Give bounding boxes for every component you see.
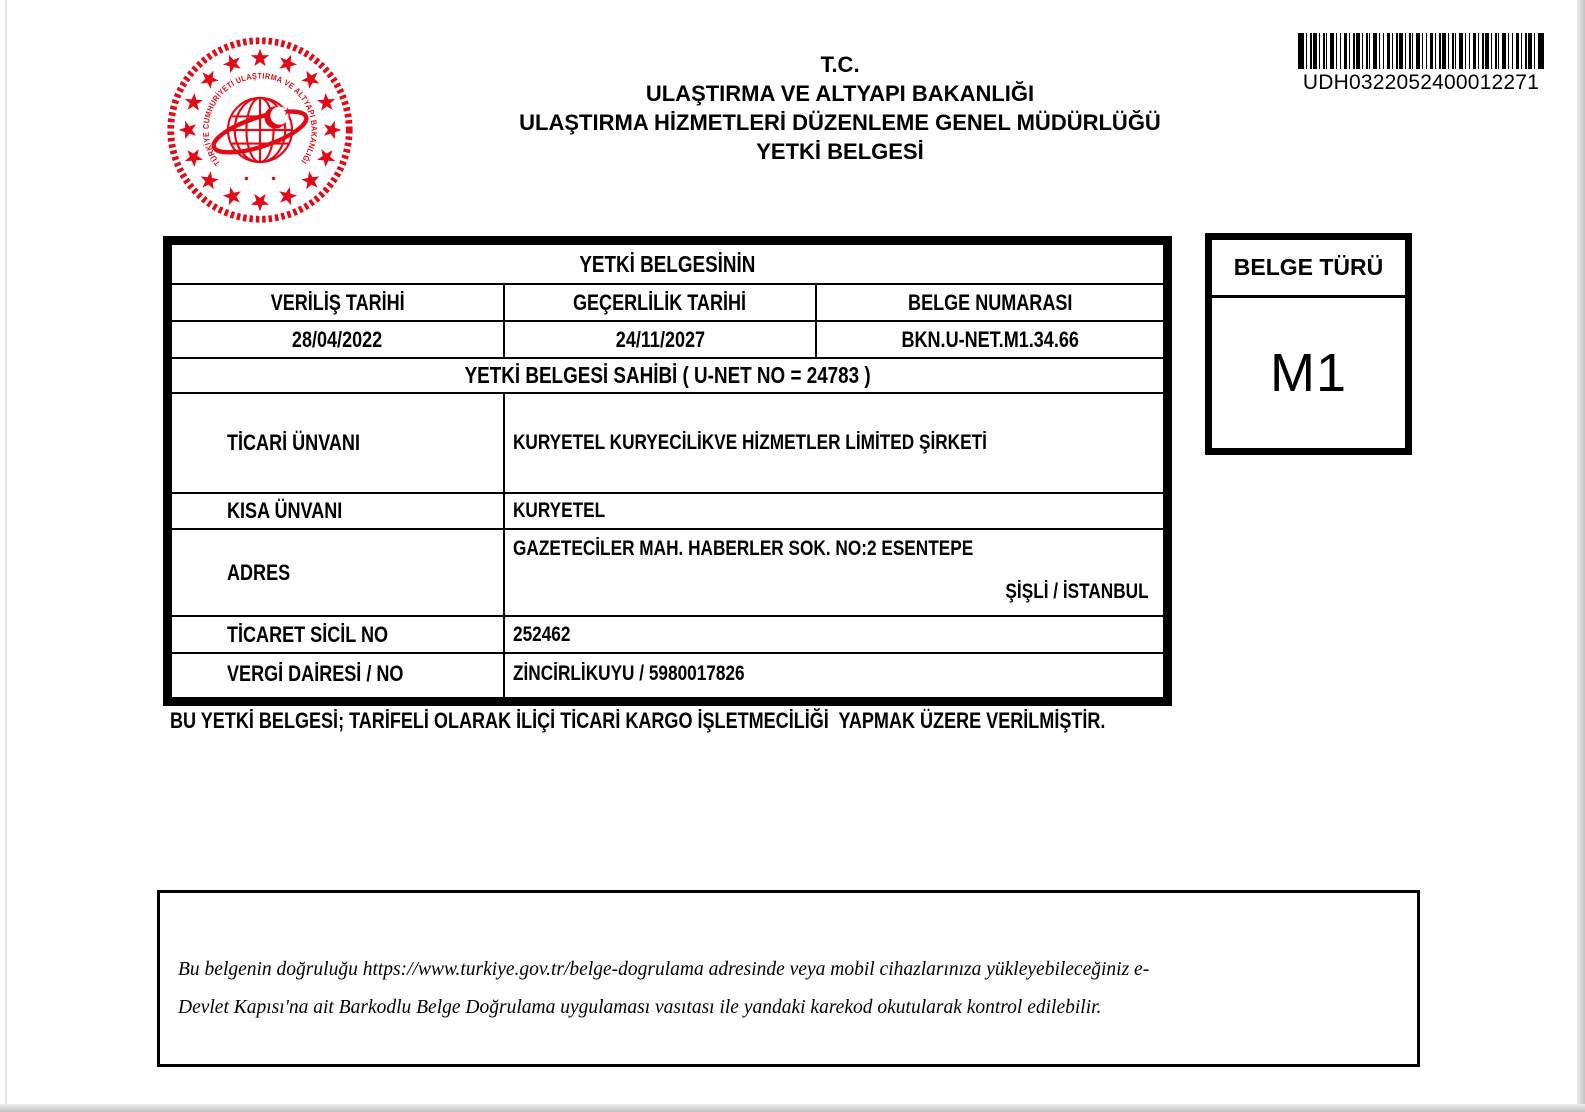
belge-turu-box: [1205, 233, 1412, 455]
page-edge-right: [1577, 0, 1585, 1112]
section1-title: YETKİ BELGESİNİN: [579, 250, 756, 277]
barcode-value: UDH0322052400012271: [1302, 71, 1540, 94]
value-kisa-unvani: KURYETEL: [513, 499, 606, 522]
table-row-kisa-unvani: [172, 492, 1163, 528]
emblem-globe-icon: [209, 98, 310, 162]
value-gecerlilik-tarihi: 24/11/2027: [615, 326, 705, 352]
label-ticaret-sicil-no: TİCARET SİCİL NO: [227, 621, 389, 647]
col-header-gecerlilik-tarihi: GEÇERLİLİK TARİHİ: [573, 289, 747, 315]
table-row-column-headers: [172, 283, 1163, 320]
value-verilis-tarihi: 28/04/2022: [292, 326, 383, 352]
verification-note-box: [157, 890, 1420, 1067]
table-row-column-values: [172, 320, 1163, 357]
header-tc: T.C.: [820, 52, 860, 77]
barcode-block: [1298, 33, 1544, 95]
belge-turu-value: M1: [1269, 343, 1347, 403]
table-row-ticaret-sicil-no: [172, 615, 1163, 652]
col-header-belge-numarasi: BELGE NUMARASI: [907, 289, 1073, 315]
value-ticaret-sicil-no: 252462: [513, 622, 571, 646]
emblem-circular-text: TÜRKİYE CUMHURİYETİ ULAŞTIRMA VE ALTYAPI BAKANLIĞI: [201, 71, 319, 168]
ministry-emblem-logo: [163, 33, 357, 227]
authorization-statement-text: BU YETKİ BELGESİ; TARİFELİ OLARAK İLİÇİ TİCARİ KARGO İŞLETMECİLİĞİ YAPMAK ÜZERE VERİLMİŞTİR.: [170, 708, 1106, 733]
verification-note-text: Bu belgenin doğruluğu https://www.turkiye.gov.tr/belge-dogrulama adresinde veya mobil cihazlarınıza yükleyebileceğiniz e-Devlet Kapısı'na ait Barkodlu Belge Doğrulama uygulaması vasıtası ile yandaki karekod okutularak kontrol edilebilir.: [178, 958, 1150, 1018]
table-row-ticari-unvani: [172, 392, 1163, 492]
table-row-section2-title: [172, 357, 1163, 392]
label-ticari-unvani: TİCARİ ÜNVANI: [227, 430, 360, 455]
section2-title: YETKİ BELGESİ SAHİBİ ( U-NET NO = 24783 ): [464, 362, 871, 388]
label-kisa-unvani: KISA ÜNVANI: [227, 498, 343, 523]
authorization-statement: [170, 708, 1550, 734]
document-header: [360, 50, 1320, 166]
belge-turu-title: BELGE TÜRÜ: [1212, 240, 1405, 298]
table-row-adres: [172, 528, 1163, 615]
value-vergi-dairesi: ZİNCİRLİKUYU / 5980017826: [513, 662, 745, 685]
certificate-table: [163, 236, 1172, 706]
label-vergi-dairesi: VERGİ DAİRESİ / NO: [227, 661, 404, 686]
ministry-seal-icon: [163, 33, 357, 227]
crescent-star-icon: [264, 106, 291, 128]
table-row-section1-title: [172, 245, 1163, 283]
header-ministry: ULAŞTIRMA VE ALTYAPI BAKANLIĞI: [645, 81, 1035, 106]
header-directorate: ULAŞTIRMA HİZMETLERİ DÜZENLEME GENEL MÜDÜRLÜĞÜ: [519, 110, 1161, 135]
barcode-icon: [1298, 33, 1544, 69]
header-document-type: YETKİ BELGESİ: [756, 139, 924, 164]
page-edge-left: [5, 0, 7, 1104]
value-adres-line1: GAZETECİLER MAH. HABERLER SOK. NO:2 ESENTEPE: [513, 537, 974, 560]
value-adres-line2: ŞİŞLİ / İSTANBUL: [1005, 580, 1149, 603]
col-header-verilis-tarihi: VERİLİŞ TARİHİ: [270, 289, 405, 315]
value-belge-numarasi: BKN.U-NET.M1.34.66: [901, 326, 1079, 352]
table-row-vergi-dairesi: [172, 652, 1163, 697]
page-edge-bottom: [0, 1104, 1585, 1112]
label-adres: ADRES: [227, 559, 291, 585]
value-ticari-unvani: KURYETEL KURYECİLİKVE HİZMETLER LİMİTED ŞİRKETİ: [513, 431, 987, 454]
